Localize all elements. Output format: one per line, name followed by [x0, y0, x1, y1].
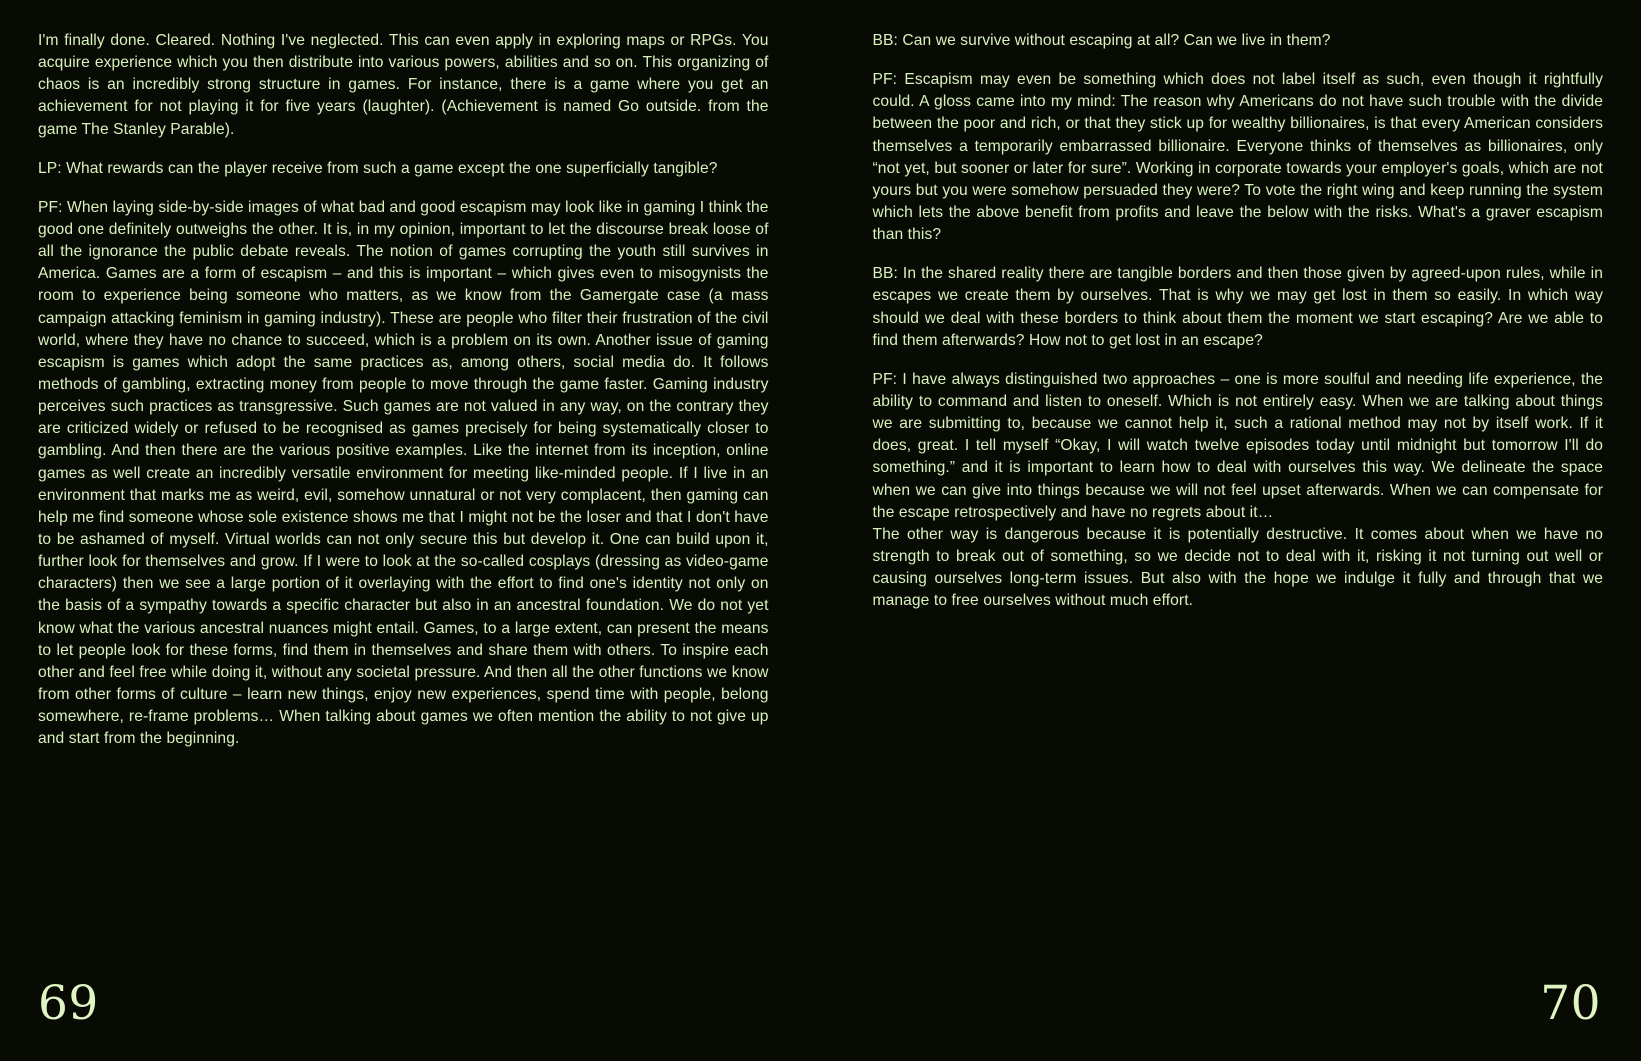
paragraph: PF: Escapism may even be something which does not label itself as such, even though it rightfully could. A gloss came into my mind: The reason why Americans do not have such trouble with the divide between the poor and rich, or that they stick up for wealthy billionaires, is that every American considers themselves a temporarily embarrassed billionaire. Everyone thinks of themselves as billionaires, only “not yet, but sooner or later for sure”. Working in corporate towards your employer's goals, which are not yours but you were somehow persuaded they were? To vote the right wing and keep running the system which lets the above benefit from profits and leave the below with the risks. What's a graver escapism than this? [872, 71, 1603, 244]
paragraph: BB: Can we survive without escaping at all? Can we live in them? [872, 32, 1331, 49]
paragraph: The other way is dangerous because it is potentially destructive. It comes about when we have no strength to break out of something, so we decide not to deal with it, risking it not turning out well or causing ourselves long-term issues. But also with the hope we indulge it fully and through that we manage to free ourselves without much effort. [872, 525, 1603, 610]
paragraph: LP: What rewards can the player receive from such a game except the one superficially tangible? [38, 159, 718, 177]
right-page [821, 0, 1641, 1061]
paragraph: PF: I have always distinguished two approaches – one is more soulful and needing life experience, the ability to command and listen to oneself. Which is not entirely easy. When we are talking about things we are submitting to, because we cannot help it, such a rational method may not by itself work. If it does, great. I tell myself “Okay, I will watch twelve episodes today until midnight but tomorrow I'll do something.” and it is important to learn how to deal with ourselves this way. We delineate the space when we can give into things because we will not feel upset afterwards. When we can compensate for the escape retrospectively and have no regrets about it… [872, 370, 1603, 521]
paragraph: BB: In the shared reality there are tangible borders and then those given by agreed-upon rules, while in escapes we create them by ourselves. That is why we may get lost in them so easily. In which way should we deal with these borders to think about them the moment we start escaping? Are we able to find them afterwards? How not to get lost in an escape? [872, 265, 1603, 349]
paragraph: PF: When laying side-by-side images of what bad and good escapism may look like in gaming I think the good one definitely outweighs the other. It is, in my opinion, important to let the discourse break loose of all the ignorance the public debate reveals. The notion of games corrupting the youth still survives in America. Games are a form of escapism – and this is important – which gives even to misogynists the room to experience being someone who matters, as we know from the Gamergate case (a mass campaign attacking feminism in gaming industry). These are people who filter their frustration of the civil world, where they have no chance to succeed, which is a problem on its own. Another issue of gaming escapism is games which adopt the same practices as, among others, social media do. It follows methods of gambling, extracting money from people to move through the game faster. Gaming industry perceives such practices as transgressive. Such games are not valued in any way, on the contrary they are criticized widely or refused to be recognised as games precisely for being systematically closer to gambling. And then there are the various positive examples. Like the internet from its inception, online games as well create an incredibly versatile environment for meeting like-minded people. If I live in an environment that marks me as weird, evil, somehow unnatural or not very complacent, then gaming can help me find someone whose sole existence shows me that I might not be the loser and that I don't have to be ashamed of myself. Virtual worlds can not only secure this but develop it. One can build upon it, further look for themselves and grow. If I were to look at the so-called cosplays (dressing as video-game characters) then we see a large portion of it overlaying with the effort to find one's identity not only on the basis of a sympathy towards a specific character but also in an ancestral foundation. We do not yet know what the various ancestral nuances might entail. Games, to a large extent, can present the means to let people look for these forms, find them in themselves and share them with others. To inspire each other and feel free while doing it, without any societal pressure. And then all the other functions we know from other forms of culture – learn new things, enjoy new experiences, spend time with people, belong somewhere, re-frame problems… When talking about games we often mention the ability to not give up and start from the beginning. [38, 198, 769, 748]
right-page-text-column [873, 30, 1604, 612]
page-number-right: 70 [1540, 976, 1601, 1031]
left-page-text-column [38, 30, 769, 750]
paragraph: I'm finally done. Cleared. Nothing I've neglected. This can even apply in exploring maps or RPGs. You acquire experience which you then distribute into various powers, abilities and so on. This organizing of chaos is an incredibly strong structure in games. For instance, there is a game where you get an achievement for not playing it for five years (laughter). (Achievement is named Go outside. from the game The Stanley Parable). [38, 32, 769, 138]
page-number-left: 69 [38, 976, 99, 1031]
